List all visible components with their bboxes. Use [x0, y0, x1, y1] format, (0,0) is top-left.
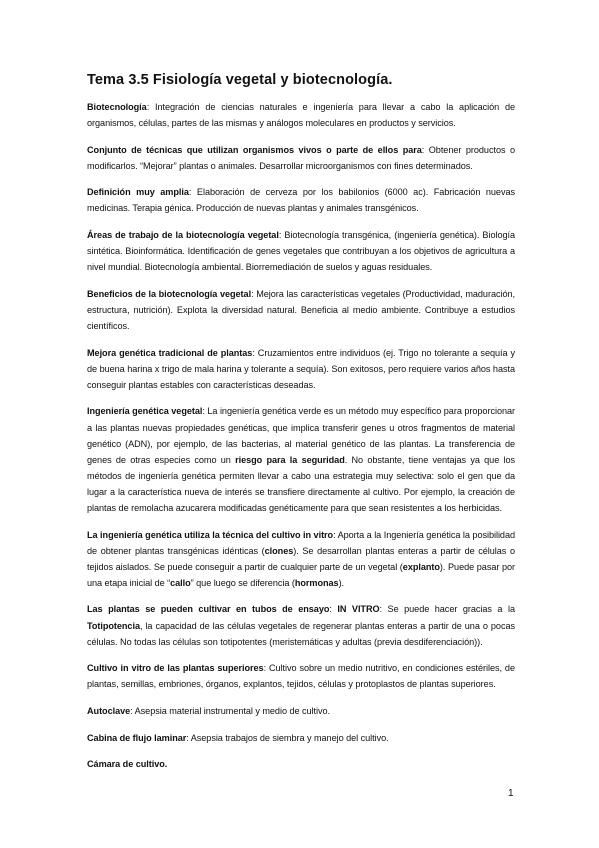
paragraph — [87, 184, 515, 216]
bold-term: callo — [170, 577, 191, 588]
paragraph-text: : Elaboración de cerveza por los babilonios (6000 ac). Fabricación nuevas medicinas. Terapia génica. Producción de nuevas plantas y animales transgénicos. — [87, 187, 516, 214]
paragraph-text: : Cruzamientos entre individuos (ej. Trigo no tolerante a sequía y de buena harina x trigo de mala harina y tolerante a sequía). Son exitosos, pero requiere varios años hasta conseguir plantas estables con características deseadas. — [87, 347, 515, 390]
paragraph-text: : Biotecnología transgénica, (ingeniería genética). Biología sintética. Bioinformática. Identificación de genes vegetales que contribuyan a los objetivos de agricultura a nivel mundial. Biotecnología ambiental. Biorremediación de suelos y aguas residuales. — [87, 230, 516, 273]
bold-term: explanto — [402, 561, 440, 572]
paragraph-text: ). — [338, 577, 345, 588]
paragraph — [87, 703, 515, 719]
bold-term: Ingeniería genética vegetal — [87, 406, 203, 417]
bold-term: riesgo para la seguridad — [235, 454, 345, 465]
document-body — [87, 99, 515, 783]
paragraph-text: : — [329, 604, 338, 615]
paragraph-text: : Aporta a la Ingeniería genética la posibilidad de obtener plantas transgénicas idénticas ( — [87, 529, 515, 556]
paragraph — [87, 601, 515, 649]
paragraph-text: : Asepsia material instrumental y medio de cultivo. — [130, 705, 330, 716]
paragraph-text: ). Se desarrollan plantas enteras a partir de células o tejidos aislados. Se puede conseguir a partir de cualquier parte de un vegetal ( — [87, 545, 515, 572]
bold-term: Autoclave — [87, 705, 131, 716]
page-title: Tema 3.5 Fisiología vegetal y biotecnología. — [87, 72, 393, 88]
bold-term: clones — [264, 545, 294, 556]
paragraph — [87, 756, 515, 772]
bold-term: Definición muy amplia — [87, 187, 189, 198]
paragraph — [87, 227, 515, 275]
paragraph — [87, 286, 515, 334]
bold-term: Totipotencia — [87, 620, 140, 631]
paragraph-text: : Mejora las características vegetales (Productividad, maduración, estructura, nutrición). Explota la diversidad natural. Beneficia al medio ambiente. Contribuye a estudios científicos. — [87, 288, 515, 332]
bold-term: Beneficios de la biotecnología vegetal — [87, 288, 252, 299]
paragraph-text: ). Puede pasar por una etapa inicial de “ — [87, 561, 516, 588]
bold-term: Conjunto de técnicas que utilizan organismos vivos o parte de ellos para — [87, 144, 422, 155]
paragraph-text: : Se puede hacer gracias a la — [379, 604, 515, 615]
paragraph-text: : La ingeniería genética verde es un método muy específico para proporcionar a las plantas nuevas propiedades genéticas, que implica transferir genes u otros fragmentos de material genético (ADN), por ejemplo, de las bacterias, al material genético de las plantas. La transferencia de genes de otras especies como un — [87, 406, 516, 465]
bold-term: Cabina de flujo laminar — [87, 732, 187, 743]
paragraph — [87, 403, 515, 516]
paragraph-text: , la capacidad de las células vegetales de regenerar plantas enteras a partir de una o pocas células. No todas las células son totipotentes (meristemáticas y adultas (previa desdiferenciación)). — [87, 620, 515, 647]
bold-term: La ingeniería genética utiliza la técnica del cultivo in vitro — [87, 529, 334, 540]
bold-term: Cultivo in vitro de las plantas superiores — [87, 663, 264, 674]
bold-term: Las plantas se pueden cultivar en tubos de ensayo — [87, 604, 330, 615]
paragraph — [87, 99, 515, 131]
paragraph-text: ” que luego se diferencia ( — [190, 577, 295, 588]
paragraph — [87, 345, 515, 393]
paragraph-text: : Integración de ciencias naturales e ingeniería para llevar a cabo la aplicación de organismos, células, partes de las mismas y análogos moleculares en productos y servicios. — [87, 102, 515, 129]
paragraph — [87, 660, 515, 692]
paragraph-text: : Asepsia trabajos de siembra y manejo del cultivo. — [186, 732, 389, 743]
bold-term: Cámara de cultivo. — [87, 759, 168, 770]
bold-term: Áreas de trabajo de la biotecnología vegetal — [87, 230, 279, 241]
paragraph — [87, 527, 515, 591]
page-number: 1 — [508, 788, 514, 799]
bold-term: hormonas — [294, 577, 339, 588]
bold-term: IN VITRO — [337, 604, 380, 615]
paragraph — [87, 142, 515, 174]
bold-term: Mejora genética tradicional de plantas — [87, 347, 253, 358]
paragraph-text: . No obstante, tiene ventajas ya que los métodos de ingeniería genética permiten llevar a cabo una estrategia muy selectiva: solo el gen que da lugar a la característica nueva de interés se transfiere directamente al cultivo. Por ejemplo, la creación de plantas de remolacha azucarera modificadas genéticamente para que sean resistentes a los herbicidas. — [87, 454, 516, 513]
paragraph-text: : Cultivo sobre un medio nutritivo, en condiciones estériles, de plantas, semillas, embriones, órganos, explantos, tejidos, células y protoplastos de plantas superiores. — [87, 663, 515, 690]
bold-term: Biotecnología — [87, 102, 147, 112]
paragraph — [87, 730, 515, 746]
paragraph-text: : Obtener productos o modificarlos. “Mejorar” plantas o animales. Desarrollar microorganismos con fines determinados. — [87, 144, 515, 171]
